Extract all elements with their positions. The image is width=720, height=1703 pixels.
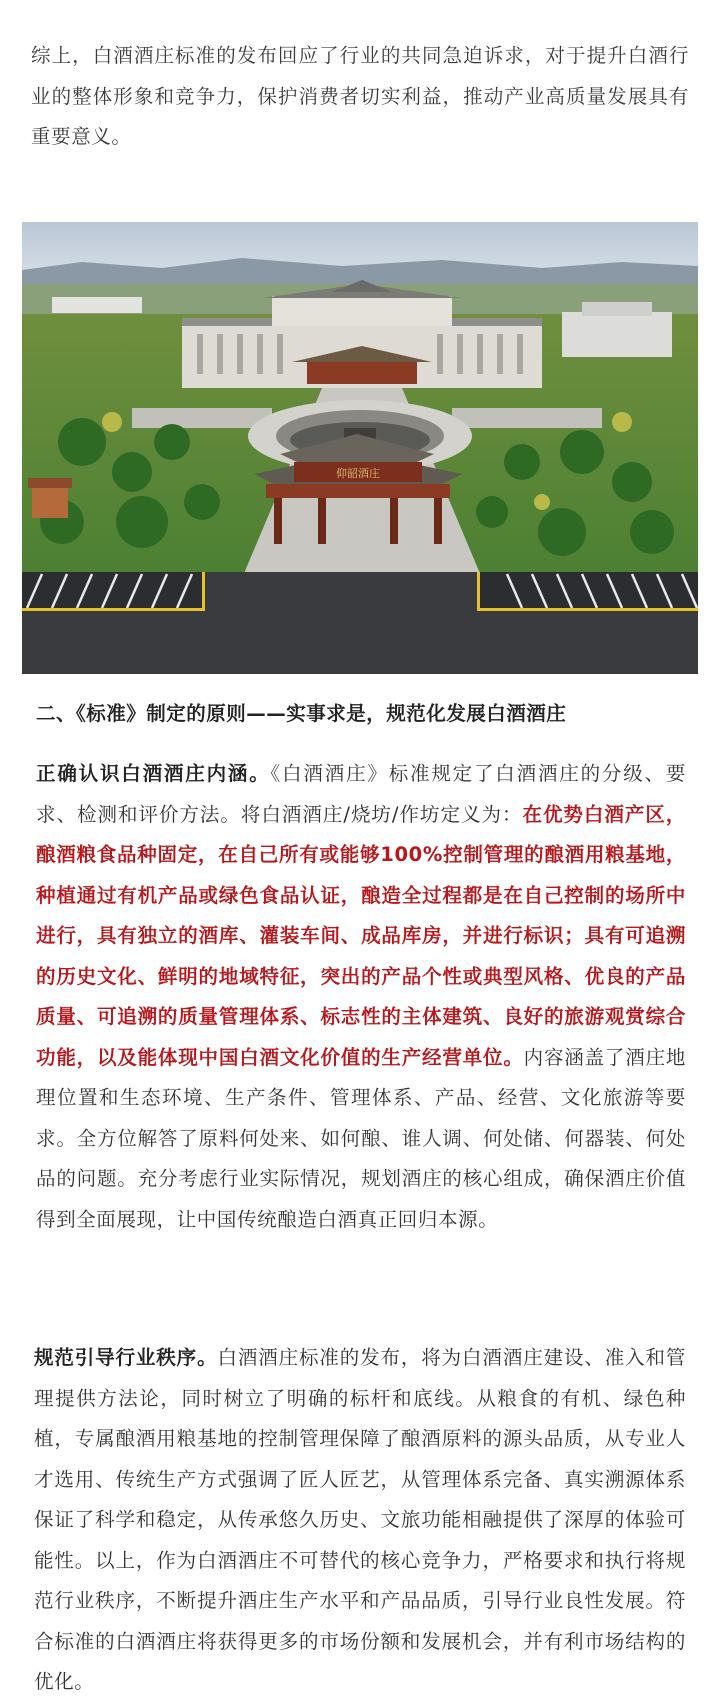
paragraph-text: 白酒酒庄标准的发布，将为白酒酒庄建设、准入和管理提供方法论，同时树立了明确的标杆和底线。从粮食的有机、绿色种植，专属酿酒用粮基地的控制管理保障了酿酒原料的源头品质，从专业人才选用、传统生产方式强调了匠人匠艺，从管理体系完备、真实溯源体系保证了科学和稳定，从传承悠久历史、文旅功能相融提供了深厚的体验可能性。以上，作为白酒酒庄不可替代的核心竞争力，严格要求和执行将规范行业秩序，不断提升酒庄生产水平和产品品质，引导行业良性发展。符合标准的白酒酒庄将获得更多的市场份额和发展机会，并有利市场结构的优化。 [34, 1346, 686, 1693]
paragraph-lead: 规范引导行业秩序。 [34, 1346, 218, 1369]
section-heading: 二、《标准》制定的原则——实事求是，规范化发展白酒酒庄 [36, 702, 567, 725]
paragraph-text: 《白酒酒庄》标准规定了白酒酒庄的分级、要求、检测和评价方法。将白酒酒庄/烧坊/作坊定义为： [36, 762, 686, 826]
paragraph-winery-connotation [36, 754, 686, 1240]
gate-plaque-text: 仰韶酒庄 [336, 467, 380, 480]
intro-paragraph: 综上，白酒酒庄标准的发布回应了行业的共同急迫诉求，对于提升白酒行业的整体形象和竞争力，保护消费者切实利益，推动产业高质量发展具有重要意义。 [31, 44, 689, 148]
definition-highlight: 在优势白酒产区，酿酒粮食品种固定，在自己所有或能够100%控制管理的酿酒用粮基地，种植通过有机产品或绿色食品认证，酿造全过程都是在自己控制的场所中进行，具有独立的酒库、灌装车间、成品库房，并进行标识；具有可追溯的历史文化、鲜明的地域特征，突出的产品个性或典型风格、优良的产品质量、可追溯的质量管理体系、标志性的主体建筑、良好的旅游观赏综合功能，以及能体现中国白酒文化价值的生产经营单位。 [36, 802, 686, 1069]
paragraph-text: 内容涵盖了酒庄地理位置和生态环境、生产条件、管理体系、产品、经营、文化旅游等要求。全方位解答了原料何处来、如何酿、谁人调、何处储、何器装、何处品的问题。充分考虑行业实际情况，规划酒庄的核心组成，确保酒庄价值得到全面展现，让中国传统酿造白酒真正回归本源。 [36, 1045, 686, 1231]
paragraph-lead: 正确认识白酒酒庄内涵。 [36, 762, 271, 785]
winery-aerial-photo [22, 222, 698, 674]
paragraph-industry-order [34, 1338, 686, 1703]
